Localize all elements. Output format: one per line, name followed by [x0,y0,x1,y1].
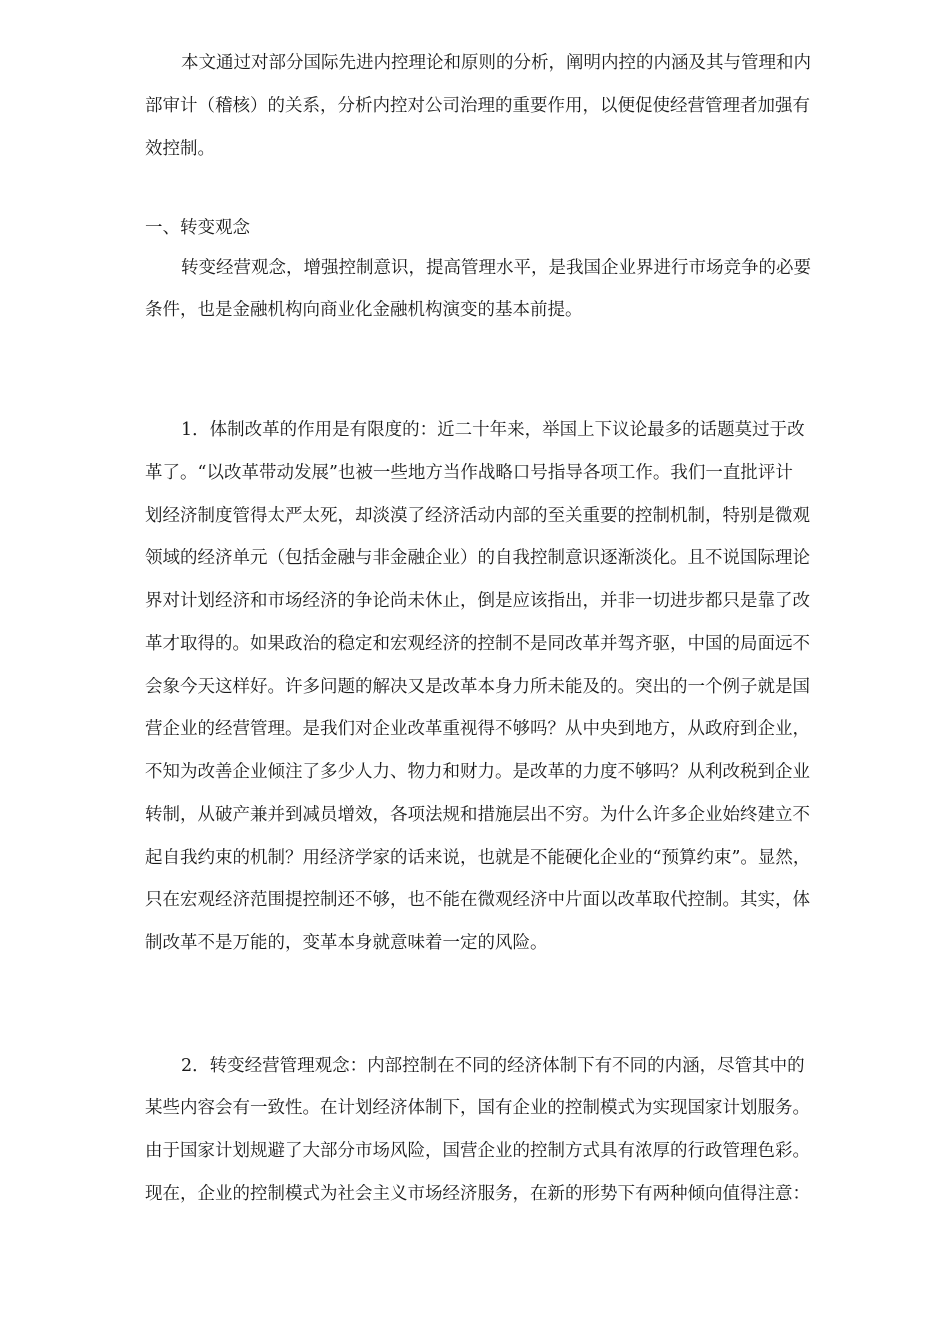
point1-line-11: 起自我约束的机制？用经济学家的话来说，也就是不能硬化企业的“预算约束”。显然， [145,848,811,868]
point1-line-10: 转制，从破产兼并到减员增效，各项法规和措施层出不穷。为什么许多企业始终建立不 [145,805,810,825]
section1-line-2: 条件，也是金融机构向商业化金融机构演变的基本前提。 [145,300,583,320]
point2-line-1: 2．转变经营管理观念：内部控制在不同的经济体制下有不同的内涵，尽管其中的 [181,1056,805,1076]
point1-line-9: 不知为改善企业倾注了多少人力、物力和财力。是改革的力度不够吗？从利改税到企业 [145,762,810,782]
point1-line-1: 1．体制改革的作用是有限度的：近二十年来，举国上下议论最多的话题莫过于改 [181,420,805,440]
point1-line-13: 制改革不是万能的，变革本身就意味着一定的风险。 [145,933,548,953]
intro-line-2: 部审计（稽核）的关系，分析内控对公司治理的重要作用，以便促使经营管理者加强有 [145,96,810,116]
point1-line-8: 营企业的经营管理。是我们对企业改革重视得不够吗？从中央到地方，从政府到企业， [145,719,810,739]
point1-line-6: 革才取得的。如果政治的稳定和宏观经济的控制不是同改革并驾齐驱，中国的局面远不 [145,634,810,654]
point1-line-2: 革了。“以改革带动发展”也被一些地方当作战略口号指导各项工作。我们一直批评计 [145,463,793,483]
section1-line-1: 转变经营观念，增强控制意识，提高管理水平，是我国企业界进行市场竞争的必要 [181,258,811,278]
intro-line-1: 本文通过对部分国际先进内控理论和原则的分析，阐明内控的内涵及其与管理和内 [181,53,811,73]
intro-line-3: 效控制。 [145,139,215,159]
point1-line-7: 会象今天这样好。许多问题的解决又是改革本身力所未能及的。突出的一个例子就是国 [145,677,810,697]
point1-line-5: 界对计划经济和市场经济的争论尚未休止，倒是应该指出，并非一切进步都只是靠了改 [145,591,810,611]
point1-line-3: 划经济制度管得太严太死，却淡漠了经济活动内部的至关重要的控制机制，特别是微观 [145,506,810,526]
point2-line-3: 由于国家计划规避了大部分市场风险，国营企业的控制方式具有浓厚的行政管理色彩。 [145,1141,810,1161]
section-heading: 一、转变观念 [145,218,250,238]
point1-line-4: 领域的经济单元（包括金融与非金融企业）的自我控制意识逐渐淡化。且不说国际理论 [145,548,810,568]
point1-line-12: 只在宏观经济范围提控制还不够，也不能在微观经济中片面以改革取代控制。其实，体 [145,890,810,910]
point2-line-4: 现在，企业的控制模式为社会主义市场经济服务，在新的形势下有两种倾向值得注意： [145,1184,810,1204]
point2-line-2: 某些内容会有一致性。在计划经济体制下，国有企业的控制模式为实现国家计划服务。 [145,1098,810,1118]
